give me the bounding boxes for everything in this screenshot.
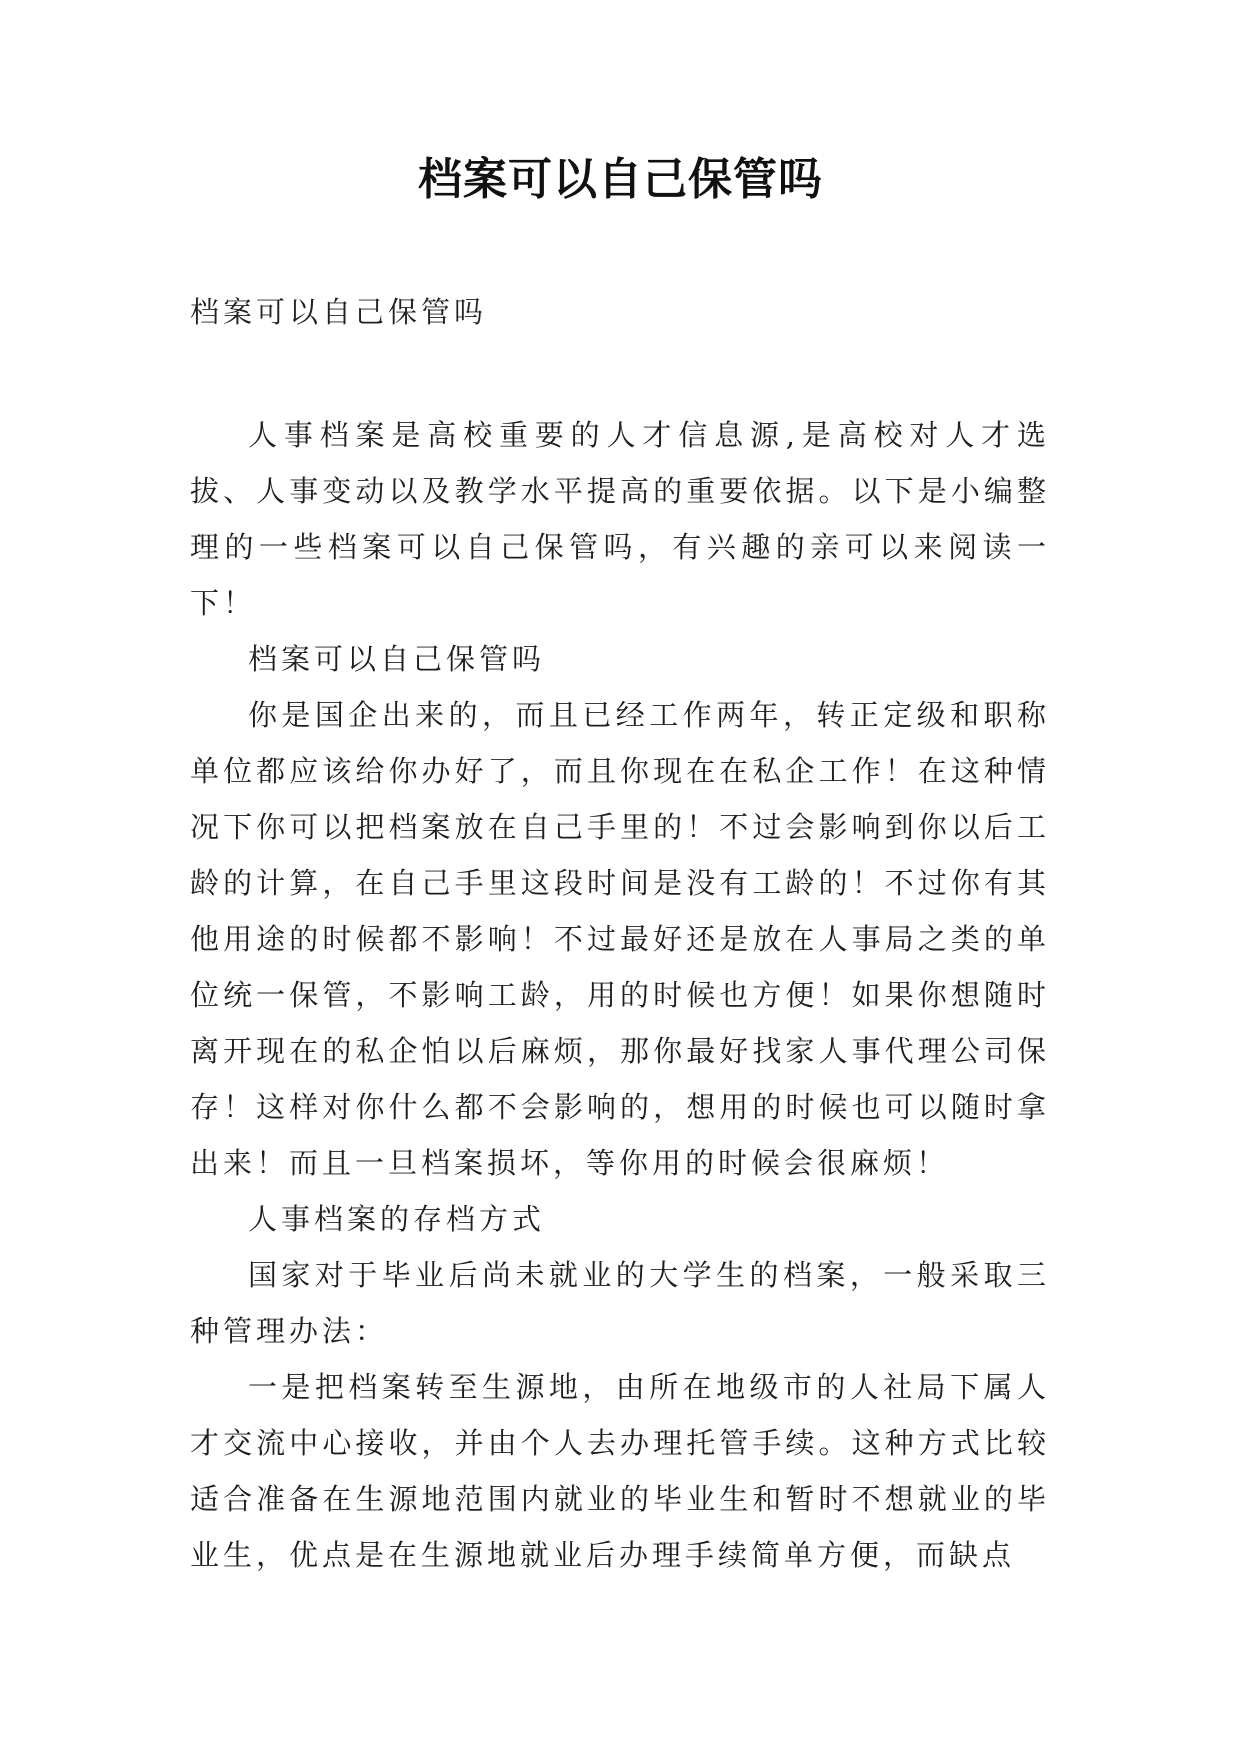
document-subtitle: 档案可以自己保管吗 — [190, 295, 488, 329]
section-heading: 人事档案的存档方式 — [248, 1202, 546, 1236]
document-title: 档案可以自己保管吗 — [418, 154, 823, 205]
body-paragraph: 一是把档案转至生源地，由所在地级市的人社局下属人才交流中心接收，并由个人去办理托管手续。这种方式比较适合准备在生源地范围内就业的毕业生和暂时不想就业的毕业生，优点是在生源地就业后办理手续简单方便，而缺点 — [190, 1370, 1050, 1572]
section-heading: 档案可以自己保管吗 — [248, 642, 546, 676]
body-paragraph: 你是国企出来的，而且已经工作两年，转正定级和职称单位都应该给你办好了，而且你现在在私企工作！在这种情况下你可以把档案放在自己手里的！不过会影响到你以后工龄的计算，在自己手里这段时间是没有工龄的！不过你有其他用途的时候都不影响！不过最好还是放在人事局之类的单位统一保管，不影响工龄，用的时候也方便！如果你想随时离开现在的私企怕以后麻烦，那你最好找家人事代理公司保存！这样对你什么都不会影响的，想用的时候也可以随时拿出来！而且一旦档案损坏，等你用的时候会很麻烦！ — [190, 698, 1050, 1180]
document-body — [190, 407, 1050, 1583]
body-paragraph: 国家对于毕业后尚未就业的大学生的档案，一般采取三种管理办法： — [190, 1258, 1050, 1348]
body-paragraph: 人事档案是高校重要的人才信息源,是高校对人才选拔、人事变动以及教学水平提高的重要依据。以下是小编整理的一些档案可以自己保管吗，有兴趣的亲可以来阅读一下！ — [190, 418, 1050, 620]
